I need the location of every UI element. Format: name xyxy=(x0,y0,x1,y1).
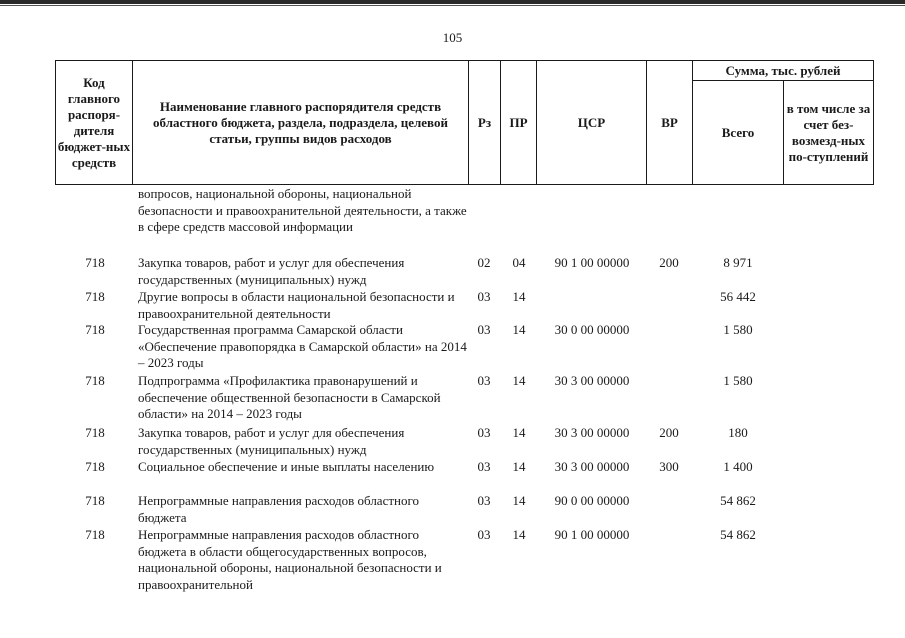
cell-rz: 03 xyxy=(477,322,491,337)
cell-total: 180 xyxy=(728,425,748,440)
cell-csr: 30 3 00 00000 xyxy=(554,425,630,440)
cell-rz: 03 xyxy=(477,459,491,474)
cell-name: Непрограммные направления расходов областного бюджета в области общегосударственных вопросов, национальной обороны, национальной безопасности и правоохранительной xyxy=(138,527,442,592)
cell-kod: 718 xyxy=(85,373,105,388)
page-number: 105 xyxy=(442,30,463,45)
cell-total: 54 862 xyxy=(720,527,756,542)
cell-vr: 200 xyxy=(659,425,679,440)
cell-rz: 03 xyxy=(477,289,491,304)
cell-name: вопросов, национальной обороны, национальной безопасности и правоохранительной деятельности, а также в сфере средств массовой информации xyxy=(138,186,467,234)
header-pr: ПР xyxy=(509,114,528,130)
header-rz: Рз xyxy=(477,114,492,130)
cell-csr: 90 0 00 00000 xyxy=(554,493,630,508)
cell-name: Закупка товаров, работ и услуг для обеспечения государственных (муниципальных) нужд xyxy=(138,425,405,457)
header-total: Всего xyxy=(721,124,755,140)
top-border xyxy=(0,0,905,4)
cell-pr: 14 xyxy=(512,289,526,304)
cell-rz: 02 xyxy=(477,255,491,270)
cell-total: 56 442 xyxy=(720,289,756,304)
cell-rz: 03 xyxy=(477,493,491,508)
cell-pr: 14 xyxy=(512,322,526,337)
cell-kod: 718 xyxy=(85,289,105,304)
cell-pr: 04 xyxy=(512,255,526,270)
header-bottom-line xyxy=(55,184,874,185)
cell-pr: 14 xyxy=(512,527,526,542)
cell-total: 54 862 xyxy=(720,493,756,508)
cell-total: 8 971 xyxy=(723,255,753,270)
header-csr: ЦСР xyxy=(577,114,606,130)
cell-kod: 718 xyxy=(85,493,105,508)
cell-name: Другие вопросы в области национальной безопасности и правоохранительной деятельности xyxy=(138,289,455,321)
cell-pr: 14 xyxy=(512,459,526,474)
header-name: Наименование главного распорядителя средств областного бюджета, раздела, подраздела, целевой статьи, группы видов расходов xyxy=(153,98,448,146)
cell-vr: 200 xyxy=(659,255,679,270)
cell-total: 1 580 xyxy=(723,373,753,388)
header-sum: Сумма, тыс. рублей xyxy=(725,62,841,78)
cell-pr: 14 xyxy=(512,425,526,440)
cell-name: Государственная программа Самарской области «Обеспечение правопорядка в Самарской области» на 2014 – 2023 годы xyxy=(138,322,467,370)
cell-name: Подпрограмма «Профилактика правонарушений и обеспечение общественной безопасности в Самарской области» на 2014 – 2023 годы xyxy=(138,373,441,421)
cell-rz: 03 xyxy=(477,373,491,388)
cell-name: Непрограммные направления расходов областного бюджета xyxy=(138,493,419,525)
cell-csr: 30 3 00 00000 xyxy=(554,373,630,388)
top-border-thin xyxy=(0,5,905,6)
cell-csr: 30 0 00 00000 xyxy=(554,322,630,337)
cell-name: Закупка товаров, работ и услуг для обеспечения государственных (муниципальных) нужд xyxy=(138,255,405,287)
cell-kod: 718 xyxy=(85,425,105,440)
cell-kod: 718 xyxy=(85,255,105,270)
cell-pr: 14 xyxy=(512,493,526,508)
cell-pr: 14 xyxy=(512,373,526,388)
cell-kod: 718 xyxy=(85,459,105,474)
cell-name: Социальное обеспечение и иные выплаты населению xyxy=(138,459,435,474)
cell-rz: 03 xyxy=(477,527,491,542)
cell-csr: 90 1 00 00000 xyxy=(554,527,630,542)
cell-csr: 90 1 00 00000 xyxy=(554,255,630,270)
cell-total: 1 400 xyxy=(723,459,753,474)
cell-kod: 718 xyxy=(85,527,105,542)
cell-rz: 03 xyxy=(477,425,491,440)
header-kod: Код главного распоря-дителя бюджет-ных средств xyxy=(57,74,131,170)
cell-csr: 30 3 00 00000 xyxy=(554,459,630,474)
col-line xyxy=(873,60,874,184)
header-vr: ВР xyxy=(661,114,678,130)
cell-vr: 300 xyxy=(659,459,679,474)
header-free: в том числе за счет без-возмезд-ных по-ступлений xyxy=(786,100,871,164)
cell-total: 1 580 xyxy=(723,322,753,337)
cell-kod: 718 xyxy=(85,322,105,337)
